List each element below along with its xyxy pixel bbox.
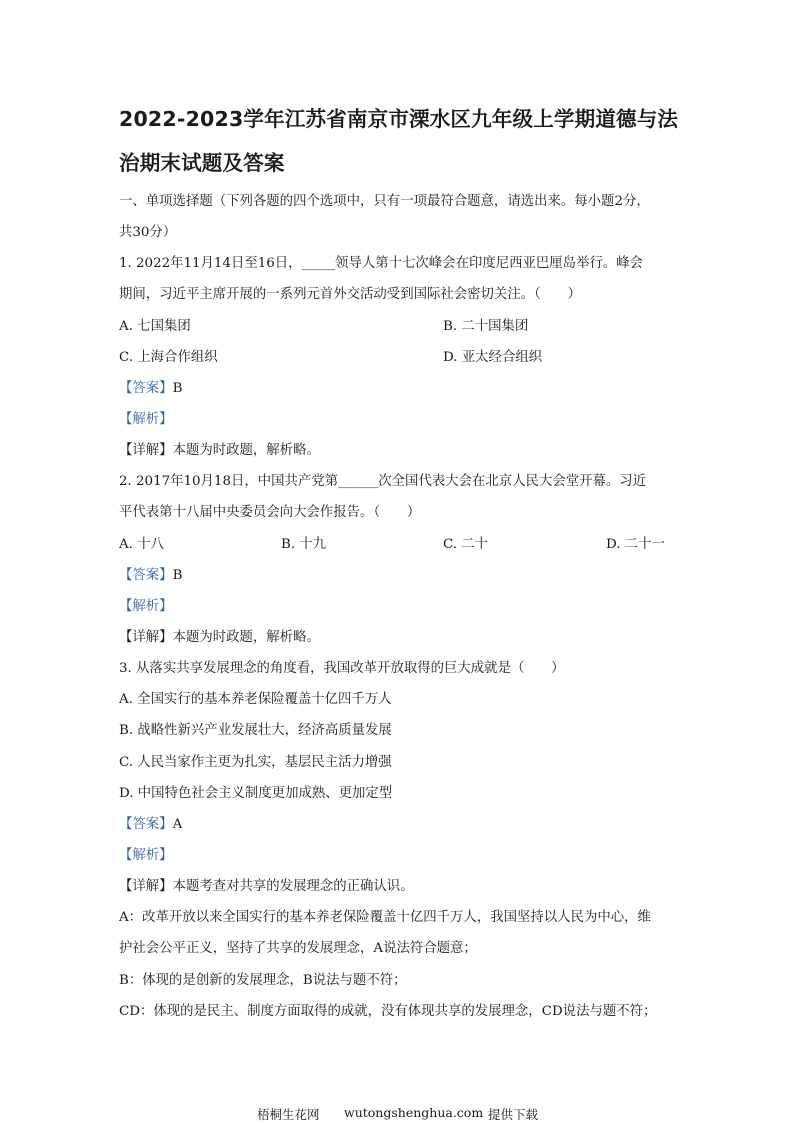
document-title <box>119 102 689 132</box>
q1-stem-cont: 期间，习近平主席开展的一系列元首外交活动受到国际社会密切关注。（ ） <box>119 287 581 302</box>
q3-option-d: D. 中国特色社会主义制度更加成熟、更加定型 <box>119 786 393 801</box>
q2-option-d: D. 二十一 <box>606 537 665 552</box>
q3-analysis-tag: 【解析】 <box>119 848 173 863</box>
q3-answer <box>119 813 182 832</box>
q1-analysis-tag: 【解析】 <box>119 412 173 427</box>
q2-analysis-tag: 【解析】 <box>119 599 173 614</box>
q3-stem: 3. 从落实共享发展理念的角度看，我国改革开放取得的巨大成就是（ ） <box>119 661 565 676</box>
q2-stem: 2. 2017年10月18日，中国共产党第______次全国代表大会在北京人民大会堂开幕。习近 <box>119 474 647 489</box>
answer-tag: 【答案】 <box>119 817 173 832</box>
q3-explain-a-cont: 护社会公平正义，坚持了共享的发展理念，A说法符合题意； <box>119 941 477 956</box>
footer-note: 提供下载 <box>488 1107 539 1122</box>
q2-option-c: C. 二十 <box>443 537 489 552</box>
q2-answer <box>119 564 182 583</box>
q3-explain-a: A：改革开放以来全国实行的基本养老保险覆盖十亿四千万人，我国坚持以人民为中心，维 <box>119 910 651 925</box>
detail-tag: 【详解】 <box>119 879 173 894</box>
detail-text: 本题为时政题，解析略。 <box>172 630 320 645</box>
q2-option-b: B. 十九 <box>281 537 327 552</box>
q1-option-b: B. 二十国集团 <box>443 319 529 334</box>
footer-site-name: 梧桐生花网 <box>257 1107 320 1122</box>
q1-stem: 1. 2022年11月14日至16日，_____领导人第十七次峰会在印度尼西亚巴厘岛举行。峰会 <box>119 256 644 271</box>
detail-tag: 【详解】 <box>119 443 173 458</box>
answer-tag: 【答案】 <box>119 381 173 396</box>
detail-tag: 【详解】 <box>119 630 173 645</box>
q1-option-d: D. 亚太经合组织 <box>443 350 543 365</box>
q2-stem-cont: 平代表第十八届中央委员会向大会作报告。（ ） <box>119 505 421 520</box>
answer-tag: 【答案】 <box>119 568 173 583</box>
title-line-1: 2022-2023学年江苏省南京市溧水区九年级上学期道德与法 <box>119 107 679 131</box>
q1-option-c: C. 上海合作组织 <box>119 350 218 365</box>
answer-value: B <box>172 381 183 396</box>
q2-detail <box>119 626 320 645</box>
document-title-cont <box>119 146 689 176</box>
detail-text: 本题考查对共享的发展理念的正确认识。 <box>172 879 414 894</box>
q2-option-a: A. 十八 <box>119 537 164 552</box>
q3-option-c: C. 人民当家作主更为扎实，基层民主活力增强 <box>119 755 392 770</box>
detail-text: 本题为时政题，解析略。 <box>172 443 320 458</box>
title-line-2: 治期末试题及答案 <box>119 151 285 175</box>
q1-answer <box>119 377 182 396</box>
q3-option-a: A. 全国实行的基本养老保险覆盖十亿四千万人 <box>119 692 392 707</box>
footer-domain[interactable]: wutongshenghua.com <box>344 1105 484 1120</box>
q3-explain-cd: CD：体现的是民主、制度方面取得的成就，没有体现共享的发展理念，CD说法与题不符； <box>119 1004 657 1019</box>
answer-value: B <box>172 568 183 583</box>
q3-option-b: B. 战略性新兴产业发展壮大，经济高质量发展 <box>119 723 392 738</box>
q1-option-a: A. 七国集团 <box>119 319 191 334</box>
q3-explain-b: B：体现的是创新的发展理念，B说法与题不符； <box>119 973 407 988</box>
q3-detail <box>119 875 414 894</box>
q1-detail <box>119 439 320 458</box>
answer-value: A <box>172 817 183 832</box>
section-heading: 一、单项选择题（下列各题的四个选项中，只有一项最符合题意，请选出来。每小题2分， <box>119 194 650 209</box>
section-heading-cont: 共30分） <box>119 225 177 240</box>
